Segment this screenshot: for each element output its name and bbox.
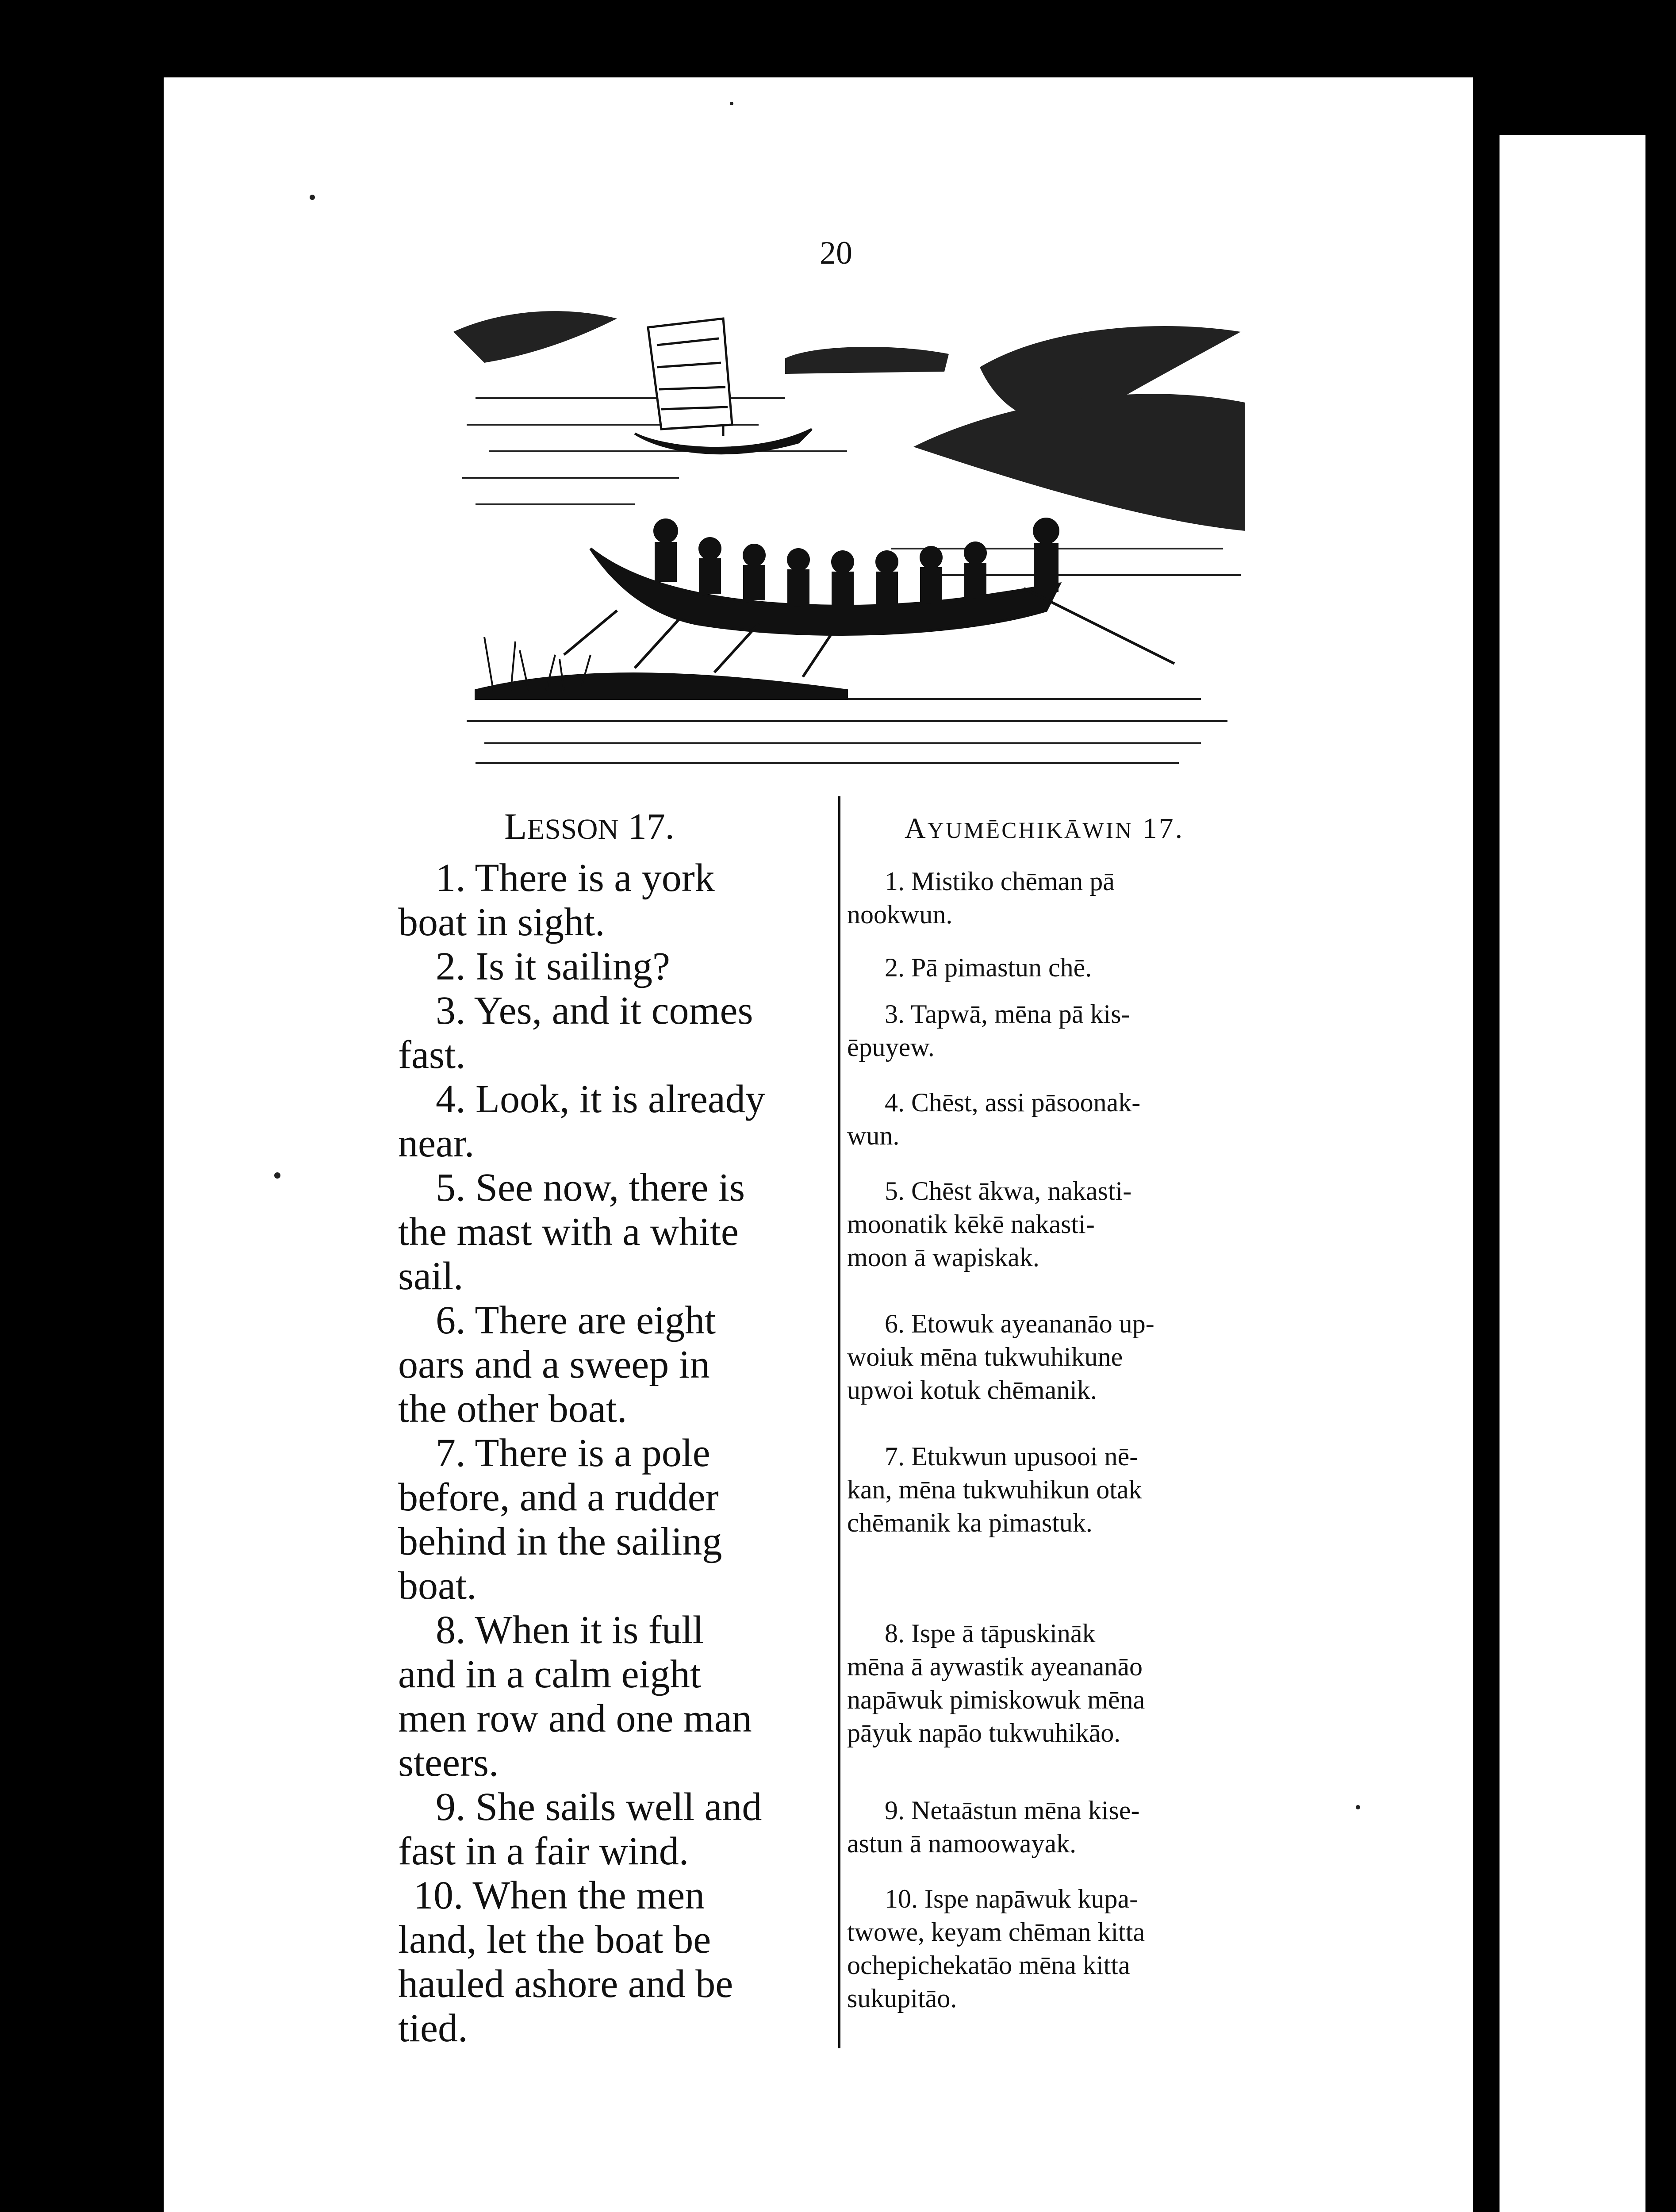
cree-line: 6. Etowuk ayeananāo up-	[885, 1309, 1154, 1338]
cree-line: ēpuyew.	[847, 1033, 935, 1062]
english-line: and in a calm eight	[398, 1652, 701, 1696]
english-line: 6. There are eight	[436, 1298, 716, 1342]
english-line: 10. When the men	[414, 1874, 705, 1917]
english-line: 5. See now, there is	[436, 1166, 745, 1210]
column-divider	[838, 796, 840, 2048]
cree-line: moonatik kēkē nakasti-	[847, 1210, 1095, 1239]
cree-line: 9. Netaāstun mēna kise-	[885, 1796, 1140, 1825]
boat-illustration	[449, 301, 1250, 779]
cree-line: astun ā namoowayak.	[847, 1829, 1077, 1858]
page-number: 20	[820, 235, 852, 271]
cree-lesson-title	[905, 812, 1184, 845]
english-line: near.	[398, 1121, 475, 1165]
english-line: boat in sight.	[398, 900, 605, 944]
english-line: fast in a fair wind.	[398, 1829, 689, 1873]
english-line: 9. She sails well and	[436, 1785, 762, 1829]
english-line: oars and a sweep in	[398, 1343, 710, 1386]
english-line: fast.	[398, 1033, 466, 1077]
cree-line: twowe, keyam chēman kitta	[847, 1917, 1145, 1947]
english-line: before, and a rudder	[398, 1475, 719, 1519]
lesson-title-initial: L	[504, 806, 527, 847]
cree-title-word: YUMĒCHIKĀWIN	[927, 818, 1134, 843]
cree-line: woiuk mēna tukwuhikune	[847, 1342, 1123, 1371]
english-line: the other boat.	[398, 1387, 627, 1431]
english-line: 1. There is a york	[436, 856, 715, 900]
cree-line: pāyuk napāo tukwuhikāo.	[847, 1718, 1121, 1747]
sailboat	[635, 319, 812, 453]
lesson-title-word: ESSON	[527, 814, 619, 845]
english-line: 7. There is a pole	[436, 1431, 710, 1475]
english-line: hauled ashore and be	[398, 1962, 733, 2006]
english-line: 4. Look, it is already	[436, 1077, 765, 1121]
english-line: behind in the sailing	[398, 1520, 722, 1563]
cree-line: napāwuk pimiskowuk mēna	[847, 1685, 1145, 1714]
english-line: sail.	[398, 1254, 464, 1298]
cree-line: moon ā wapiskak.	[847, 1243, 1039, 1272]
english-line: men row and one man	[398, 1697, 752, 1740]
facing-page-edge	[1500, 135, 1645, 2212]
scan-speck	[274, 1172, 280, 1179]
cree-line: sukupitāo.	[847, 1984, 957, 2013]
cree-line: 3. Tapwā, mēna pā kis-	[885, 999, 1130, 1029]
lesson-title-number: 17.	[628, 806, 675, 847]
background-hills	[453, 311, 1245, 531]
cree-line: 2. Pā pimastun chē.	[885, 953, 1092, 982]
shore-grass	[476, 637, 847, 699]
cree-line: wun.	[847, 1121, 900, 1150]
cree-title-initial: A	[905, 812, 928, 845]
cree-line: ochepichekatāo mēna kitta	[847, 1951, 1130, 1980]
scan-speck	[310, 195, 315, 200]
english-line: 8. When it is full	[436, 1608, 704, 1652]
cree-line: 5. Chēst ākwa, nakasti-	[885, 1176, 1132, 1206]
cree-line: 1. Mistiko chēman pā	[885, 867, 1115, 896]
cree-line: 7. Etukwun upusooi nē-	[885, 1442, 1139, 1471]
lesson-title	[504, 805, 675, 848]
cree-line: chēmanik ka pimastuk.	[847, 1508, 1093, 1537]
cree-line: nookwun.	[847, 900, 953, 929]
english-line: the mast with a white	[398, 1210, 739, 1254]
cree-title-number: 17.	[1142, 812, 1185, 845]
english-line: boat.	[398, 1564, 477, 1608]
scan-speck	[730, 102, 733, 105]
scan-speck	[1356, 1805, 1360, 1809]
english-line: tied.	[398, 2006, 468, 2050]
cree-line: 8. Ispe ā tāpuskināk	[885, 1619, 1096, 1648]
english-line: steers.	[398, 1741, 499, 1785]
cree-line: 4. Chēst, assi pāsoonak-	[885, 1088, 1141, 1117]
cree-line: kan, mēna tukwuhikun otak	[847, 1475, 1142, 1504]
english-line: 3. Yes, and it comes	[436, 989, 753, 1033]
cree-line: 10. Ispe napāwuk kupa-	[885, 1884, 1139, 1913]
english-line: 2. Is it sailing?	[436, 945, 670, 988]
cree-line: mēna ā aywastik ayeananāo	[847, 1652, 1143, 1681]
cree-line: upwoi kotuk chēmanik.	[847, 1375, 1097, 1405]
english-line: land, let the boat be	[398, 1918, 711, 1962]
